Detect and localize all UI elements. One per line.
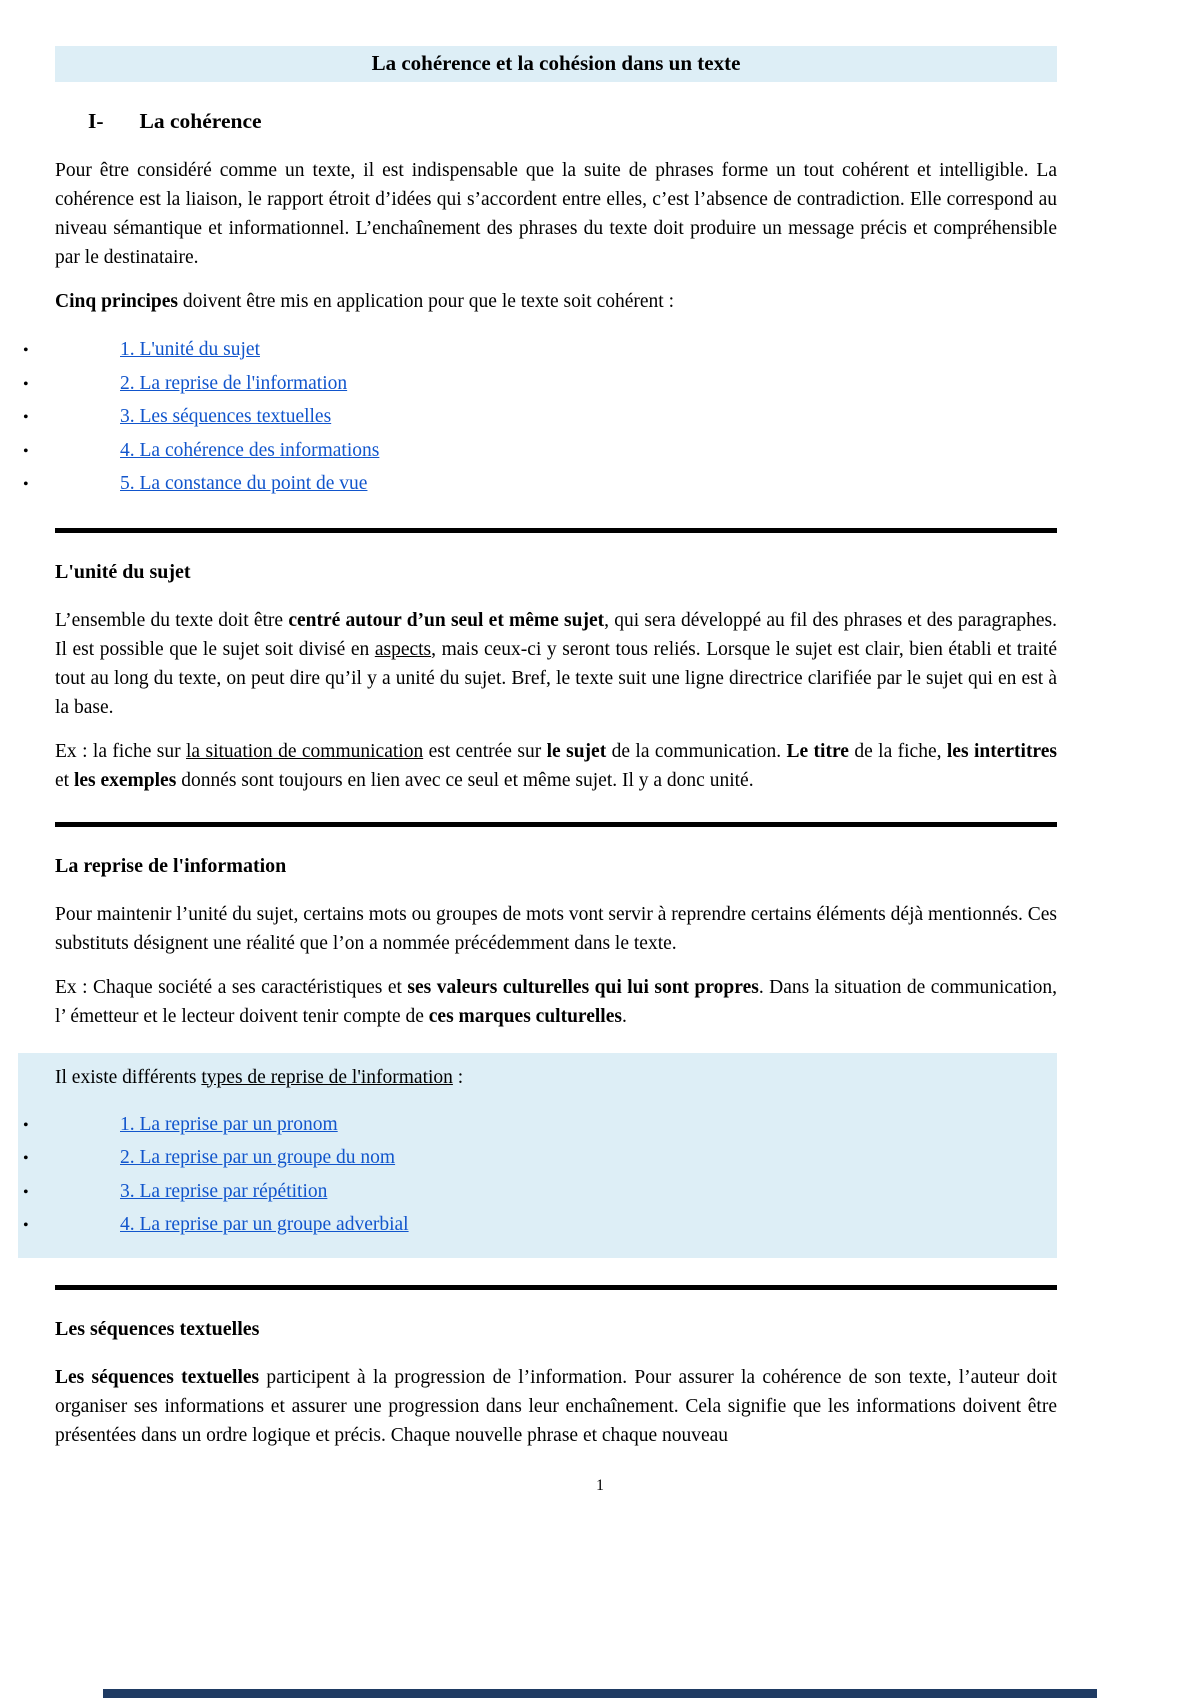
text-segment-bold: ces marques culturelles: [428, 1005, 622, 1027]
bullet-icon: •: [23, 1217, 29, 1234]
heading-label: La cohérence: [139, 109, 262, 133]
text-segment-bold: centré autour d’un seul et même sujet: [288, 609, 605, 631]
list-item: [23, 467, 1057, 501]
text-segment-bold: les intertitres: [946, 740, 1057, 762]
paragraph-coherence-intro: [55, 156, 1057, 272]
link-reprise-groupe-adverbial[interactable]: 4. La reprise par un groupe adverbial: [120, 1214, 409, 1235]
page-number: 1: [596, 1477, 604, 1494]
text-segment: .: [621, 1005, 627, 1027]
text-segment: de la communication.: [606, 740, 787, 762]
document-content: [23, 46, 1057, 1450]
text-segment: de la fiche,: [848, 740, 947, 762]
text-segment: Ex : la fiche sur: [55, 740, 187, 762]
document-title-text: La cohérence et la cohésion dans un texte: [371, 51, 741, 75]
text-segment: , qui sera développé au fil des phrases et des paragraphes. Il est possible que le sujet soit divisé en: [55, 609, 1057, 660]
bullet-icon: •: [23, 442, 29, 460]
heading-numeral: I-: [88, 109, 104, 133]
section-heading-reprise: La reprise de l'information: [55, 854, 287, 877]
text-segment-bold: Le titre: [786, 740, 849, 762]
bullet-icon: •: [23, 375, 29, 393]
text-segment-underline: aspects: [374, 638, 432, 660]
text-segment-underline: types de reprise de l'information: [201, 1066, 453, 1088]
link-unite-du-sujet[interactable]: 1. L'unité du sujet: [120, 339, 260, 360]
text-segment: donnés sont toujours en lien avec ce seul et même sujet. Il y a donc unité.: [176, 769, 754, 791]
link-constance-point-de-vue[interactable]: 5. La constance du point de vue: [120, 473, 368, 494]
document-title: [55, 46, 1057, 82]
text-segment: et: [55, 769, 74, 791]
link-reprise-repetition[interactable]: 3. La reprise par répétition: [120, 1180, 328, 1202]
text-segment: . Dans la situation de communication, l’ émetteur et le lecteur doivent tenir compte de: [55, 976, 1057, 1027]
bullet-icon: •: [23, 1116, 29, 1134]
text-segment-bold: le sujet: [546, 740, 607, 762]
paragraph-unite-example: [55, 737, 1057, 795]
text-segment: :: [452, 1066, 464, 1088]
link-reprise-groupe-du-nom[interactable]: 2. La reprise par un groupe du nom: [120, 1147, 396, 1168]
paragraph-reprise-example: [55, 973, 1057, 1031]
text-segment: L’ensemble du texte doit être: [55, 609, 289, 631]
text-segment-bold: ses valeurs culturelles qui lui sont propres: [407, 976, 759, 998]
bullet-icon: •: [23, 1150, 29, 1167]
list-item: [23, 1141, 1057, 1175]
text-segment: participent à la progression de l’information. Pour assurer la cohérence de son texte, l’auteur doit organiser ses informations et assurer une progression dans leur enchaînement. Cela signifie que les informations doivent être présentées dans un ordre logique et précis. Chaque nouvelle phrase et chaque nouveau: [55, 1366, 1057, 1446]
text-segment-bold: Cinq principes: [55, 291, 178, 312]
bullet-icon: •: [23, 476, 29, 493]
paragraph-sequences-1: [55, 1363, 1057, 1450]
link-sequences-textuelles[interactable]: 3. Les séquences textuelles: [120, 406, 332, 427]
paragraph-five-principles: [55, 287, 1057, 316]
text-segment: Ex : Chaque société a ses caractéristiques et: [55, 976, 408, 998]
text-segment: doivent être mis en application pour que le texte soit cohérent :: [178, 291, 675, 312]
highlighted-block: [18, 1053, 1057, 1258]
section-divider: [55, 528, 1057, 533]
text-segment-bold: les exemples: [73, 769, 177, 791]
list-item: [23, 1208, 1057, 1242]
next-page-preview-bar: [103, 1689, 1097, 1698]
list-item: [23, 1175, 1057, 1209]
bullet-icon: •: [23, 342, 29, 359]
bullet-icon: •: [23, 1183, 29, 1201]
text-segment-underline: la situation de communication: [186, 740, 424, 762]
paragraph-unite-1: [55, 606, 1057, 722]
list-item: [23, 400, 1057, 434]
section-heading-coherence: [55, 109, 1057, 134]
section-heading-sequences: Les séquences textuelles: [55, 1317, 260, 1340]
list-item: [23, 434, 1057, 468]
section-heading-unite: L'unité du sujet: [55, 560, 191, 583]
principles-link-list: [23, 333, 1057, 501]
text-segment-bold: Les séquences textuelles: [55, 1366, 260, 1388]
section-divider: [55, 1285, 1057, 1290]
text-segment: Il existe différents: [55, 1066, 202, 1088]
link-coherence-informations[interactable]: 4. La cohérence des informations: [120, 439, 380, 461]
text-segment: est centrée sur: [423, 740, 547, 762]
list-item: [23, 367, 1057, 401]
paragraph-reprise-1: [55, 900, 1057, 958]
text-segment: Pour être considéré comme un texte, il est indispensable que la suite de phrases forme un tout cohérent et intelligible. La cohérence est la liaison, le rapport étroit d’idées qui s’accordent entre elles, c’est l’absence de contradiction. Elle correspond au niveau sémantique et informationnel. L’enchaînement des phrases du texte doit produire un message précis et compréhensible par le destinataire.: [55, 160, 1057, 268]
paragraph-types-de-reprise: [55, 1063, 1057, 1092]
list-item: [23, 333, 1057, 367]
section-divider: [55, 822, 1057, 827]
link-reprise-information[interactable]: 2. La reprise de l'information: [120, 372, 348, 394]
text-segment: , mais ceux-ci y seront tous reliés. Lorsque le sujet est clair, bien établi et traité tout au long du texte, on peut dire qu’il y a unité du sujet. Bref, le texte suit une ligne directrice clarifiée par le sujet qui en est à la base.: [55, 638, 1057, 718]
text-segment: Pour maintenir l’unité du sujet, certains mots ou groupes de mots vont servir à reprendre certains éléments déjà mentionnés. Ces substituts désignent une réalité que l’on a nommée précédemment dans le texte.: [55, 903, 1057, 954]
list-item: [23, 1108, 1057, 1142]
bullet-icon: •: [23, 409, 29, 426]
link-reprise-pronom[interactable]: 1. La reprise par un pronom: [120, 1113, 338, 1135]
reprise-link-list: [23, 1108, 1057, 1242]
